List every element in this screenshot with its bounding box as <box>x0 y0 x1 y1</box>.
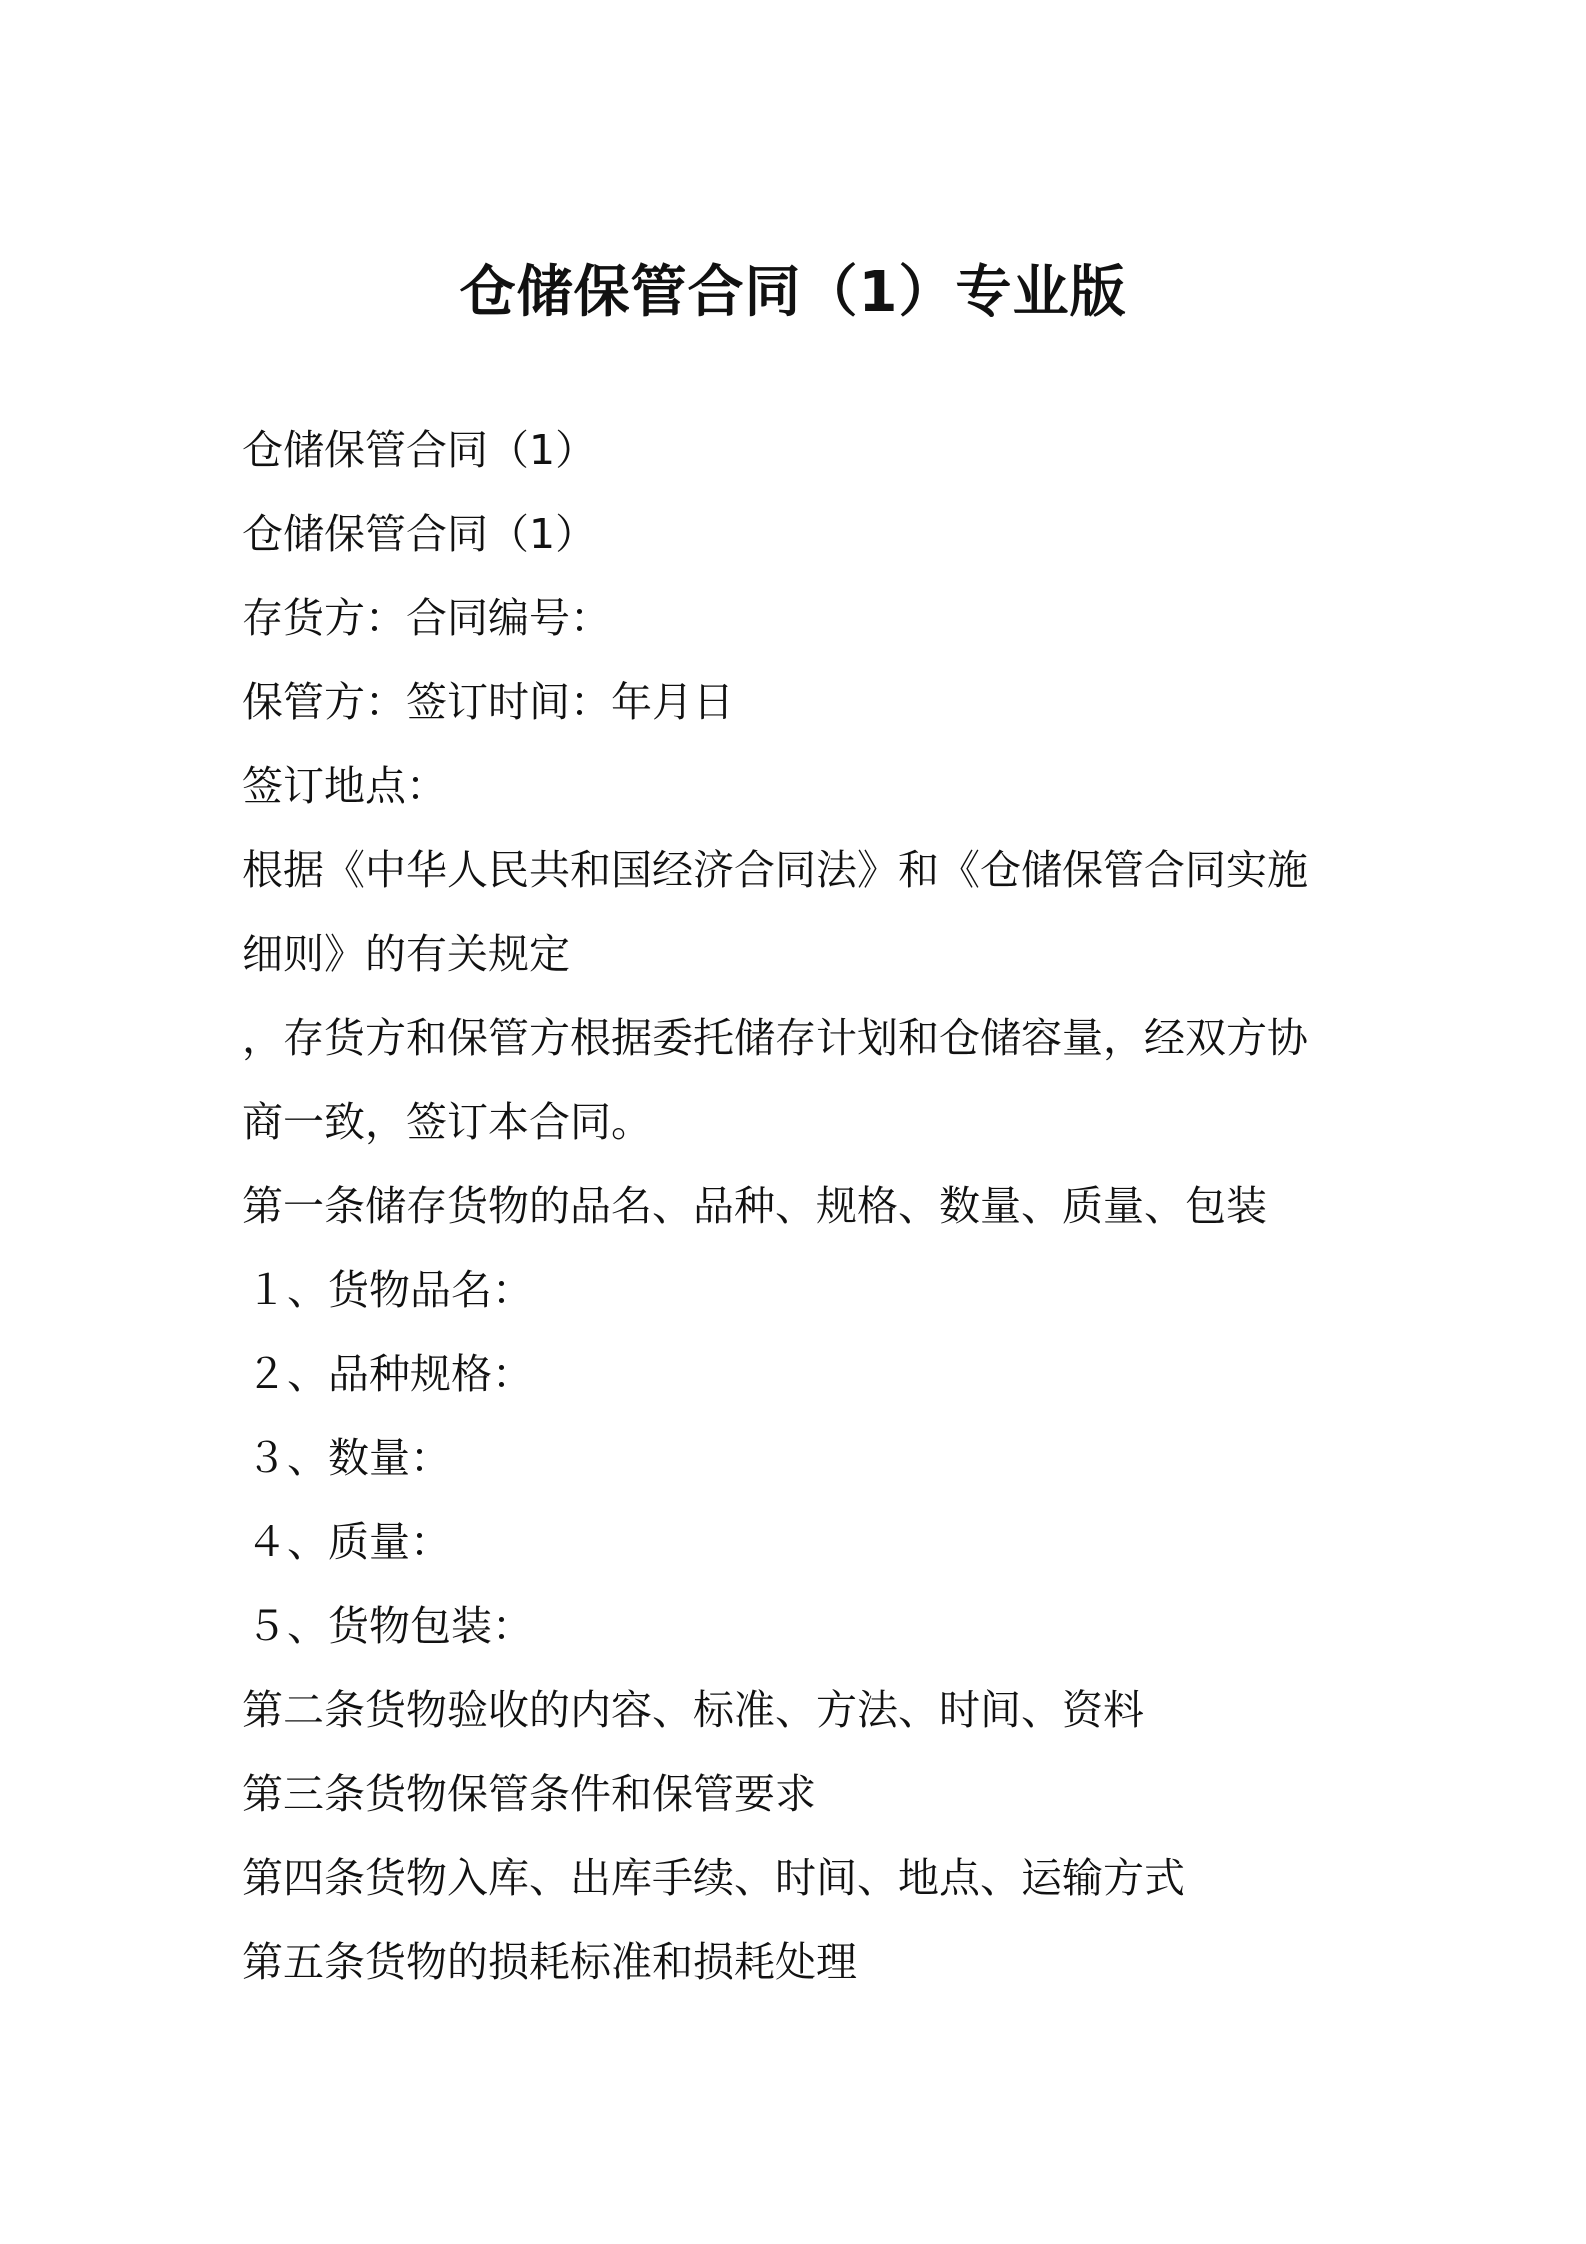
article-heading: 第三条货物保管条件和保管要求 <box>242 1770 816 1818</box>
article-heading: 第一条储存货物的品名、品种、规格、数量、质量、包装 <box>242 1182 1267 1230</box>
list-item: ５、货物包装： <box>246 1602 533 1650</box>
list-item: ２、品种规格： <box>246 1350 533 1398</box>
article-heading: 第五条货物的损耗标准和损耗处理 <box>242 1938 857 1986</box>
body-line: 仓储保管合同（1） <box>242 426 597 474</box>
document-title: 仓储保管合同（1）专业版 <box>459 260 1127 325</box>
preamble-line: 细则》的有关规定 <box>242 930 570 978</box>
document-body <box>242 408 1362 2004</box>
body-line: 仓储保管合同（1） <box>242 510 597 558</box>
list-item: ３、数量： <box>246 1434 451 1482</box>
depositor-line: 存货方：合同编号： <box>242 594 611 642</box>
list-item: １、货物品名： <box>246 1266 533 1314</box>
list-item: ４、质量： <box>246 1518 451 1566</box>
preamble-line: ，存货方和保管方根据委托储存计划和仓储容量，经双方协 <box>242 1014 1308 1062</box>
preamble-line: 根据《中华人民共和国经济合同法》和《仓储保管合同实施 <box>242 846 1308 894</box>
article-heading: 第四条货物入库、出库手续、时间、地点、运输方式 <box>242 1854 1185 1902</box>
signing-place-line: 签订地点： <box>242 762 447 810</box>
preamble-line: 商一致，签订本合同。 <box>242 1098 652 1146</box>
custodian-line: 保管方：签订时间：年月日 <box>242 678 734 726</box>
article-heading: 第二条货物验收的内容、标准、方法、时间、资料 <box>242 1686 1144 1734</box>
